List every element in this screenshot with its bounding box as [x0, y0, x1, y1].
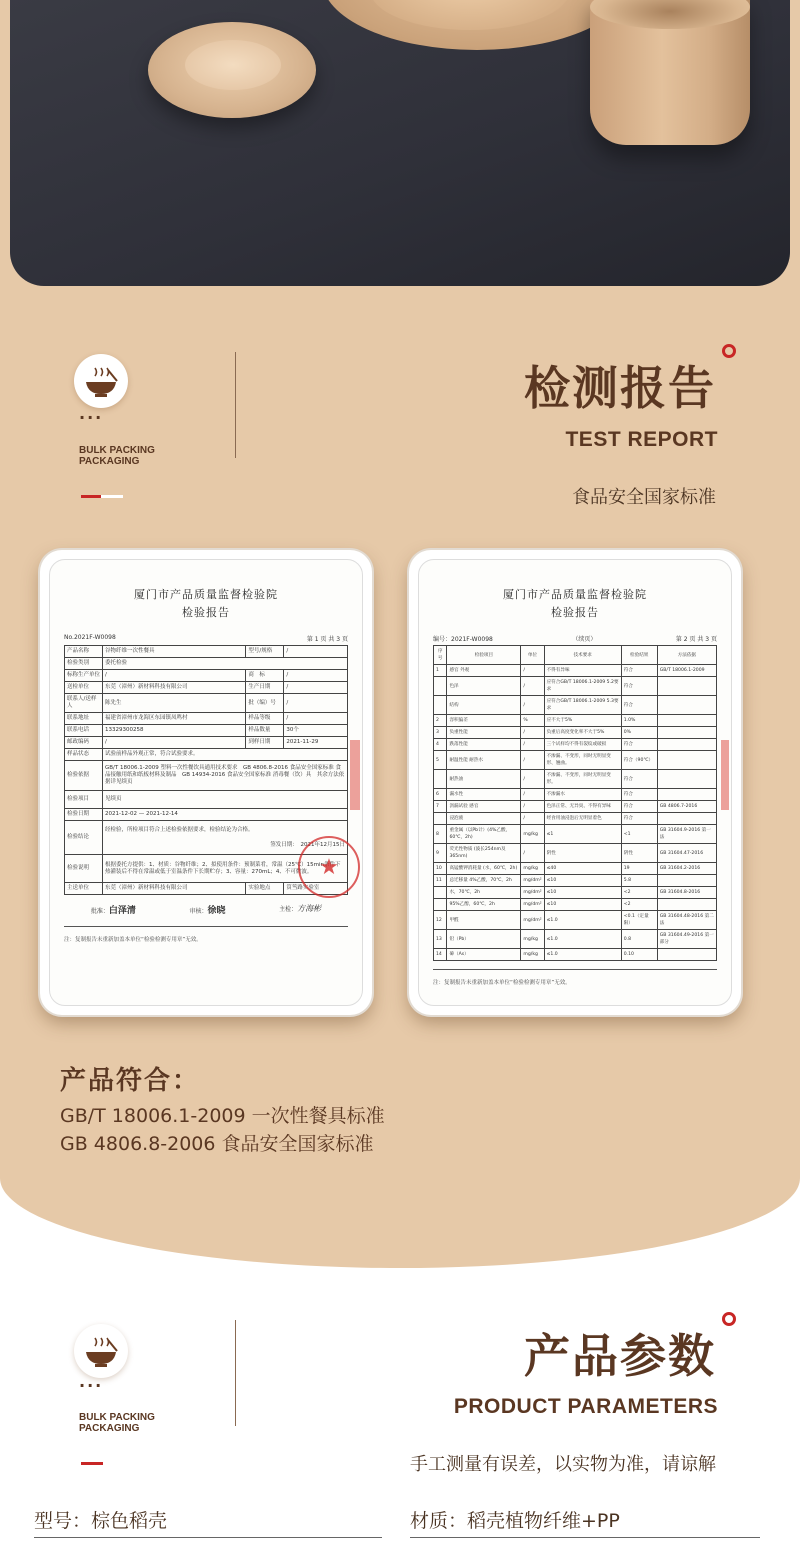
table-cell: mg/dm² — [521, 887, 544, 899]
hero-product-photo — [10, 0, 790, 286]
table-cell: 经食用油浸泡后无明显着色 — [544, 813, 621, 825]
table-cell: 30个 — [284, 725, 348, 737]
table-cell: 福建省漳州市龙海区东园镇凤鸣村 — [103, 713, 246, 725]
table-cell: 容积偏差 — [447, 715, 521, 727]
report-page-number: 第 2 页 共 3 页 — [675, 636, 717, 643]
report-page-number: 第 1 页 共 3 页 — [306, 636, 348, 643]
table-cell: 见续页 — [103, 791, 348, 809]
table-cell: ≤1 — [544, 825, 621, 844]
table-cell — [657, 875, 716, 887]
table-cell: 色泽 — [447, 677, 521, 696]
table-cell — [657, 715, 716, 727]
table-cell — [657, 751, 716, 770]
table-cell: 符合 — [621, 801, 657, 813]
table-cell — [657, 949, 716, 961]
table-cell: 2021-12-02 — 2021-12-14 — [103, 809, 348, 821]
bulk-line-1: BULK PACKING — [79, 445, 155, 456]
test-report-en-title: TEST REPORT — [565, 428, 718, 451]
table-cell: 陈先生 — [103, 694, 246, 713]
table-cell: 1 — [434, 665, 447, 677]
table-header-cell: 序号 — [434, 646, 447, 665]
vertical-divider — [235, 352, 236, 458]
red-ring-ornament — [722, 344, 736, 358]
table-row — [434, 789, 717, 801]
table-cell: <2 — [621, 899, 657, 911]
table-cell: 型号/规格 — [246, 646, 284, 658]
table-row — [65, 761, 348, 791]
table-row — [434, 665, 717, 677]
table-cell: / — [521, 739, 544, 751]
table-cell: 重金属（以Pb计）(4%乙酸，60℃，2h) — [447, 825, 521, 844]
table-cell: 应不大于5% — [544, 715, 621, 727]
table-cell: 总迁移量 4%乙酸，70℃，2h — [447, 875, 521, 887]
table-cell: 耐温性能 耐热水 — [447, 751, 521, 770]
table-cell: 不得有异味 — [544, 665, 621, 677]
table-cell: 跌落性能 — [447, 739, 521, 751]
table-cell: / — [521, 696, 544, 715]
table-cell: 3 — [434, 727, 447, 739]
red-accent-line — [81, 1462, 103, 1465]
table-cell: 0.10 — [621, 949, 657, 961]
table-cell: 标称生产单位 — [65, 670, 103, 682]
product-parameters-title: 产品参数 — [524, 1329, 716, 1383]
review-label: 审核： — [189, 908, 208, 915]
table-cell: 7 — [434, 801, 447, 813]
table-cell — [657, 739, 716, 751]
table-cell — [657, 727, 716, 739]
table-cell: 5.8 — [621, 875, 657, 887]
table-row — [434, 751, 717, 770]
table-cell: GB 31604.49-2016 第一部分 — [657, 930, 716, 949]
table-cell: 生产日期 — [246, 682, 284, 694]
table-cell — [434, 813, 447, 825]
table-cell: 1.0% — [621, 715, 657, 727]
table-cell: mg/kg — [521, 863, 544, 875]
table-cell — [657, 696, 716, 715]
main-check-field — [279, 903, 321, 916]
table-cell: 耐热油 — [447, 770, 521, 789]
conclusion-text: 经检验，所检项目符合上述检验依据要求，检验结论为合格。 — [105, 826, 254, 833]
table-row — [434, 887, 717, 899]
main-check-signature: 方海彬 — [297, 904, 322, 913]
table-cell: / — [284, 646, 348, 658]
footnote-rule — [433, 969, 717, 970]
table-cell: 符合 — [621, 677, 657, 696]
table-row — [65, 749, 348, 761]
table-cell: / — [103, 737, 246, 749]
table-cell: 浸泡液 — [447, 813, 521, 825]
report-doc-title: 检验报告 — [551, 606, 599, 619]
table-cell: 铅（Pb） — [447, 930, 521, 949]
table-header-row — [434, 646, 717, 665]
table-cell: 邮政编码 — [65, 737, 103, 749]
table-cell: 0.8 — [621, 930, 657, 949]
table-cell: 检验结论 — [65, 821, 103, 855]
bulk-line-1: BULK PACKING — [79, 1412, 155, 1423]
table-cell: / — [521, 770, 544, 789]
white-accent-line — [101, 495, 123, 498]
product-parameters-en-title: PRODUCT PARAMETERS — [453, 1395, 718, 1418]
table-cell: 样品等级 — [246, 713, 284, 725]
table-row — [65, 694, 348, 713]
compliance-block — [60, 1060, 385, 1155]
table-cell: 砷（As） — [447, 949, 521, 961]
bowl-logo-icon — [74, 1324, 128, 1378]
table-cell: 6 — [434, 789, 447, 801]
table-cell: 感官 外观 — [447, 665, 521, 677]
table-row — [434, 770, 717, 789]
table-cell: GB 31604.48-2016 第二法 — [657, 911, 716, 930]
report-number: No.2021F-W0098 — [64, 634, 116, 641]
table-header-cell: 检验结果 — [621, 646, 657, 665]
table-cell: 2 — [434, 715, 447, 727]
table-cell: 11 — [434, 875, 447, 887]
table-cell: 三个试样均不得有裂纹或破损 — [544, 739, 621, 751]
table-cell: 13329300258 — [103, 725, 246, 737]
approve-label: 批准： — [90, 908, 109, 915]
footnote-rule — [64, 926, 348, 927]
table-row — [434, 727, 717, 739]
bulk-packing-label — [79, 445, 199, 467]
table-cell: 高锰酸钾消耗量 (水，60℃，2h) — [447, 863, 521, 875]
signature-row — [64, 903, 348, 916]
table-cell — [434, 677, 447, 696]
vertical-divider — [235, 1320, 236, 1426]
table-cell: 符合 — [621, 696, 657, 715]
table-cell: 送检单位 — [65, 682, 103, 694]
table-cell: 荧光性物质 (波长254nm及365nm) — [447, 844, 521, 863]
bowl-logo-icon — [74, 354, 128, 408]
table-cell: 实验地点 — [246, 883, 284, 895]
table-row — [65, 809, 348, 821]
table-cell — [434, 770, 447, 789]
report-org: 厦门市产品质量监督检验院 — [503, 588, 647, 601]
table-cell: 委托检验 — [103, 658, 348, 670]
table-cell: 主送单位 — [65, 883, 103, 895]
table-cell — [657, 813, 716, 825]
table-cell: 沥漏试验 感官 — [447, 801, 521, 813]
table-cell: 检验日期 — [65, 809, 103, 821]
report-meta — [64, 634, 348, 643]
table-cell: ≤1.0 — [544, 930, 621, 949]
table-cell: 产品名称 — [65, 646, 103, 658]
table-row — [65, 646, 348, 658]
table-cell: 8 — [434, 825, 447, 844]
food-safety-subtitle: 食品安全国家标准 — [572, 487, 716, 508]
table-cell — [657, 789, 716, 801]
measurement-note: 手工测量有误差，以实物为准，请谅解 — [410, 1454, 716, 1475]
table-cell: ≤1.0 — [544, 949, 621, 961]
report-org: 厦门市产品质量监督检验院 — [134, 588, 278, 601]
table-cell: mg/kg — [521, 930, 544, 949]
table-cell: 筼筜路实验室 — [284, 883, 348, 895]
table-cell: 阴性 — [621, 844, 657, 863]
table-cell: 5 — [434, 751, 447, 770]
table-row — [434, 875, 717, 887]
table-row — [65, 713, 348, 725]
table-cell: 14 — [434, 949, 447, 961]
table-cell: 到样日期 — [246, 737, 284, 749]
dots-ornament: ··· — [79, 408, 104, 427]
table-cell: 符合 — [621, 739, 657, 751]
table-cell — [657, 677, 716, 696]
table-cell: 9 — [434, 844, 447, 863]
table-cell: ≤1.0 — [544, 911, 621, 930]
table-row — [434, 844, 717, 863]
table-cell: GB 31604.47-2016 — [657, 844, 716, 863]
table-cell: ≤10 — [544, 887, 621, 899]
approve-signature: 白泽清 — [108, 906, 136, 916]
table-row — [65, 725, 348, 737]
table-cell: 试验前样品外观正常，符合试验要求。 — [103, 749, 348, 761]
table-cell: 12 — [434, 911, 447, 930]
table-cell: 水，70℃，2h — [447, 887, 521, 899]
table-cell: 应符合GB/T 18006.1-2009 5.3要求 — [544, 696, 621, 715]
table-cell: 符合 — [621, 665, 657, 677]
table-cell: 联系电话 — [65, 725, 103, 737]
table-cell: / — [521, 801, 544, 813]
table-cell: GB 31604.8-2016 — [657, 887, 716, 899]
compliance-line-2: GB 4806.8-2006 食品安全国家标准 — [60, 1133, 374, 1155]
table-cell: / — [521, 789, 544, 801]
approve-field — [91, 903, 136, 916]
table-cell: 符合 — [621, 813, 657, 825]
table-row — [434, 863, 717, 875]
table-cell: <1 — [621, 825, 657, 844]
table-cell: 2021-11-29 — [284, 737, 348, 749]
table-cell: / — [521, 844, 544, 863]
table-cell: 商 标 — [246, 670, 284, 682]
report-footnote: 注：复制报告未重新加盖本单位“检验检测专用章”无效。 — [64, 937, 202, 943]
report-number: 编号：2021F-W0098 — [433, 636, 493, 643]
table-cell: / — [284, 682, 348, 694]
table-row — [65, 682, 348, 694]
param-model: 型号：棕色稻壳 — [34, 1500, 382, 1538]
review-field — [189, 903, 225, 916]
table-cell: 样品数量 — [246, 725, 284, 737]
table-cell: GB 31604.2-2016 — [657, 863, 716, 875]
red-accent-line — [81, 495, 101, 498]
red-star-stamp-icon: ★ — [298, 836, 360, 898]
table-row — [65, 670, 348, 682]
table-cell: / — [521, 665, 544, 677]
table-cell: GB 31604.9-2016 第一法 — [657, 825, 716, 844]
table-cell: <0.1（定量限） — [621, 911, 657, 930]
table-cell: 检验依据 — [65, 761, 103, 791]
table-cell: 0% — [621, 727, 657, 739]
table-cell: / — [284, 670, 348, 682]
red-ring-ornament — [722, 1312, 736, 1326]
table-cell: 色泽正常、无异臭、不得有异味 — [544, 801, 621, 813]
table-cell: 东莞（漳州）新材料科技有限公司 — [103, 883, 246, 895]
review-signature: 徐晓 — [207, 906, 226, 916]
table-cell: 不渗漏、不变形，同时无明显变形。 — [544, 770, 621, 789]
table-row — [65, 737, 348, 749]
report-footnote: 注：复制报告未重新加盖本单位“检验检测专用章”无效。 — [433, 980, 571, 986]
table-cell: / — [284, 713, 348, 725]
table-row — [434, 911, 717, 930]
table-cell: 联系人/送样人 — [65, 694, 103, 713]
table-row — [434, 739, 717, 751]
table-cell: / — [521, 727, 544, 739]
report-meta — [433, 634, 717, 643]
table-cell: 4 — [434, 739, 447, 751]
table-cell: ≤10 — [544, 899, 621, 911]
table-header-cell: 技术要求 — [544, 646, 621, 665]
red-seal-edge — [721, 740, 729, 810]
table-row — [434, 813, 717, 825]
table-cell — [434, 899, 447, 911]
table-cell: 阴性 — [544, 844, 621, 863]
table-cell — [657, 899, 716, 911]
bulk-line-2: PACKAGING — [79, 456, 140, 467]
table-cell — [434, 887, 447, 899]
test-report-title: 检测报告 — [524, 361, 716, 415]
table-cell: 19 — [621, 863, 657, 875]
compliance-title: 产品符合： — [60, 1066, 201, 1096]
table-cell: 批（编）号 — [246, 694, 284, 713]
table-cell: 漏水性 — [447, 789, 521, 801]
table-cell: / — [103, 670, 246, 682]
table-cell: % — [521, 715, 544, 727]
table-cell: 负重后高度变化率不大于5% — [544, 727, 621, 739]
param-material: 材质：稻壳植物纤维+PP — [410, 1500, 760, 1538]
table-cell: mg/dm² — [521, 911, 544, 930]
table-cell: mg/dm² — [521, 875, 544, 887]
dots-ornament: ··· — [79, 1376, 104, 1395]
table-cell: 甲醛 — [447, 911, 521, 930]
table-row — [65, 791, 348, 809]
table-header-cell: 检验项目 — [447, 646, 521, 665]
table-cell: / — [284, 694, 348, 713]
table-row — [434, 677, 717, 696]
red-seal-edge — [350, 740, 360, 810]
report-results-table — [433, 645, 717, 961]
bulk-line-2: PACKAGING — [79, 1423, 140, 1434]
table-cell — [657, 770, 716, 789]
table-cell: mg/kg — [521, 825, 544, 844]
table-header-cell: 方法依据 — [657, 646, 716, 665]
table-cell: / — [521, 813, 544, 825]
table-cell: 结构 — [447, 696, 521, 715]
table-cell: 符合（90℃） — [621, 751, 657, 770]
compliance-line-1: GB/T 18006.1-2009 一次性餐具标准 — [60, 1105, 385, 1127]
table-row — [434, 930, 717, 949]
table-cell: 13 — [434, 930, 447, 949]
table-cell: 样品状态 — [65, 749, 103, 761]
table-cell: 符合 — [621, 770, 657, 789]
table-cell: GB/T 18006.1-2009 塑料一次性餐饮具通用技术要求 GB 4806.8-2016 食品安全国家标准 食品接触用纸和纸板材料及制品 GB 14934-2016 食品安全国家标准 消毒餐（饮）具 其余方法依据详见续页 — [103, 761, 348, 791]
table-row — [434, 949, 717, 961]
table-row — [65, 658, 348, 670]
report-card-right — [409, 550, 741, 1015]
table-cell: 联系地址 — [65, 713, 103, 725]
table-cell: 谷物纤维一次性餐具 — [103, 646, 246, 658]
table-header-cell: 单位 — [521, 646, 544, 665]
table-cell — [434, 696, 447, 715]
table-cell: mg/kg — [521, 949, 544, 961]
table-row — [434, 899, 717, 911]
table-row — [434, 825, 717, 844]
report-page-1 — [49, 559, 363, 1006]
table-cell: GB/T 18006.1-2009 — [657, 665, 716, 677]
saucer-center — [185, 40, 281, 90]
table-cell: 应符合GB/T 18006.1-2009 5.2要求 — [544, 677, 621, 696]
report-page-2 — [418, 559, 732, 1006]
table-cell: 不渗漏、不变形，同时无明显变形、翘曲。 — [544, 751, 621, 770]
table-row — [434, 696, 717, 715]
report-continuation: （续页） — [572, 636, 597, 643]
table-cell: 符合 — [621, 789, 657, 801]
bulk-packing-label — [79, 1412, 199, 1434]
table-cell: ≤10 — [544, 875, 621, 887]
table-cell: 10 — [434, 863, 447, 875]
table-cell: / — [521, 677, 544, 696]
table-cell: / — [521, 751, 544, 770]
table-row — [434, 801, 717, 813]
report-card-left — [40, 550, 372, 1015]
table-cell: mg/dm² — [521, 899, 544, 911]
main-check-label: 主检： — [279, 906, 298, 913]
table-cell: 检验类别 — [65, 658, 103, 670]
sign-date: 签发日期： 2021年12月15日 — [270, 841, 345, 848]
table-cell: 检验说明 — [65, 855, 103, 883]
table-cell: <2 — [621, 887, 657, 899]
table-cell: 负重性能 — [447, 727, 521, 739]
table-cell: 东莞（漳州）新材料科技有限公司 — [103, 682, 246, 694]
report-doc-title: 检验报告 — [182, 606, 230, 619]
table-row — [434, 715, 717, 727]
table-cell: GB 4806.7-2016 — [657, 801, 716, 813]
table-cell: 不渗漏水 — [544, 789, 621, 801]
table-cell: 检验项目 — [65, 791, 103, 809]
table-cell: 根据委托方提供：1、材质：谷物纤维；2、拟使用条件：预制菜肴，常温（25℃）15min条件下热灌装后不得在常温或低于室温条件下长期贮存；3、容量：270mL；4、不可微波。 — [103, 855, 348, 883]
table-cell: 95%乙醇，60℃，2h — [447, 899, 521, 911]
table-cell: ≤40 — [544, 863, 621, 875]
